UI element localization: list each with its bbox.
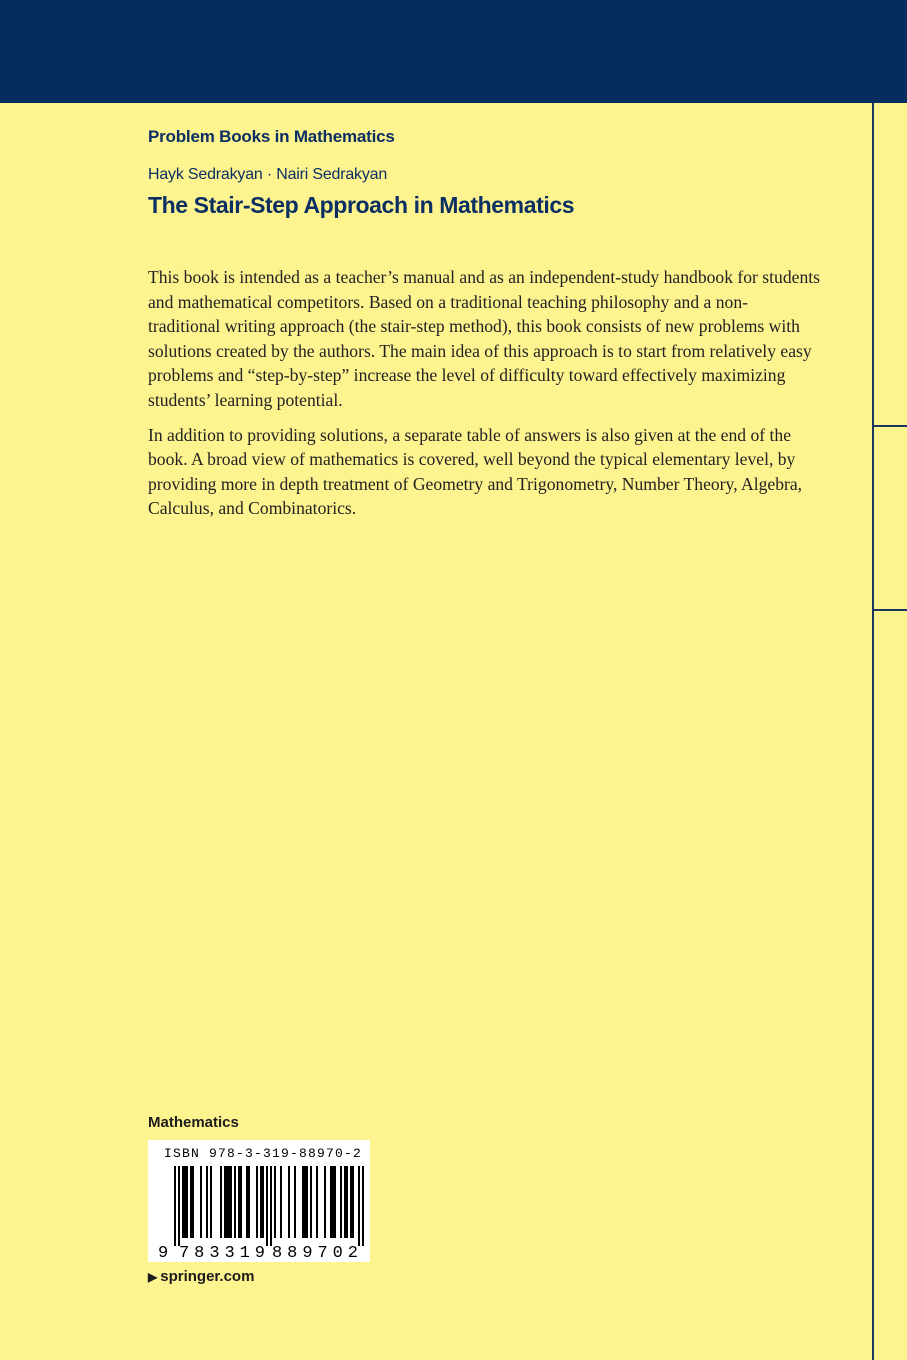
barcode-bar [302,1166,304,1238]
barcode-bar [200,1166,202,1238]
barcode-bar [294,1166,296,1238]
isbn-label: ISBN 978-3-319-88970-2 [164,1146,363,1161]
barcode-bar [240,1166,242,1238]
book-title: The Stair-Step Approach in Mathematics [148,192,575,218]
barcode-bar [330,1166,332,1238]
barcode-bar [192,1166,194,1238]
barcode-bar [332,1166,334,1238]
barcode-bar [280,1166,282,1238]
barcode-bar [344,1166,346,1238]
book-description [148,265,820,531]
barcode-bar [270,1166,272,1246]
barcode-digit-first: 9 [158,1244,169,1262]
barcode-bar [266,1166,268,1246]
barcode-bar [238,1166,240,1238]
barcode-bar [334,1166,336,1238]
isbn-barcode [148,1140,370,1262]
publisher-link[interactable] [148,1268,254,1285]
arrow-right-icon: ▶ [148,1270,158,1284]
barcode-bar [310,1166,312,1238]
barcode-digits-left: 783319 [179,1244,265,1262]
barcode-bar [274,1166,276,1238]
barcode-bar [178,1166,180,1246]
barcode-bar [220,1166,222,1238]
barcode-bar [186,1166,188,1238]
barcode-bar [234,1166,236,1238]
publisher-link-text: springer.com [160,1268,255,1285]
barcode-bar [190,1166,192,1238]
barcode-bar [256,1166,258,1238]
barcode-bar [288,1166,290,1238]
barcode-bar [262,1166,264,1238]
subject-category: Mathematics [148,1114,239,1131]
description-paragraph: In addition to providing solutions, a separate table of answers is also given at the end of the book. A broad view of mathematics is covered, well beyond the typical elementary level, by providing more in depth treatment of Geometry and Trigonometry, Number Theory, Algebra, Calculus, and Combinatorics. [148,424,803,519]
barcode-bar [340,1166,342,1238]
barcode-bar [346,1166,348,1238]
barcode-bar [362,1166,364,1246]
barcode-bar [324,1166,326,1238]
barcode-bar [246,1166,248,1238]
barcode-bar [358,1166,360,1246]
barcode-bar [306,1166,308,1238]
barcode-bar [182,1166,184,1238]
barcode-graphic [148,1140,370,1262]
barcode-bar [316,1166,318,1238]
barcode-digits-right: 889702 [272,1244,358,1262]
barcode-bar [350,1166,352,1238]
barcode-bar [184,1166,186,1238]
barcode-bar [352,1166,354,1238]
spine-divider [872,103,874,1360]
book-authors: Hayk Sedrakyan · Nairi Sedrakyan [148,166,388,183]
spine-tick-mark [874,609,907,611]
barcode-bar [228,1166,230,1238]
barcode-bar [210,1166,212,1238]
barcode-bar [260,1166,262,1238]
barcode-bar [304,1166,306,1238]
barcode-bar [224,1166,226,1238]
barcode-bar [230,1166,232,1238]
series-name: Problem Books in Mathematics [148,127,395,146]
barcode-bar [248,1166,250,1238]
top-color-band [0,0,907,103]
barcode-bar [226,1166,228,1238]
barcode-bar [174,1166,176,1246]
description-paragraph: This book is intended as a teacher’s manual and as an independent-study handbook for students and mathematical competitors. Based on a traditional teaching philosophy and a non-traditional writing approach (the stair-step method), this book consists of new problems with solutions created by the authors. The main idea of this approach is to start from relatively easy problems and “step-by-step” increase the level of difficulty toward effectively maximizing students’ learning potential. [148,267,820,410]
spine-tick-mark [874,425,907,427]
barcode-bar [206,1166,208,1238]
